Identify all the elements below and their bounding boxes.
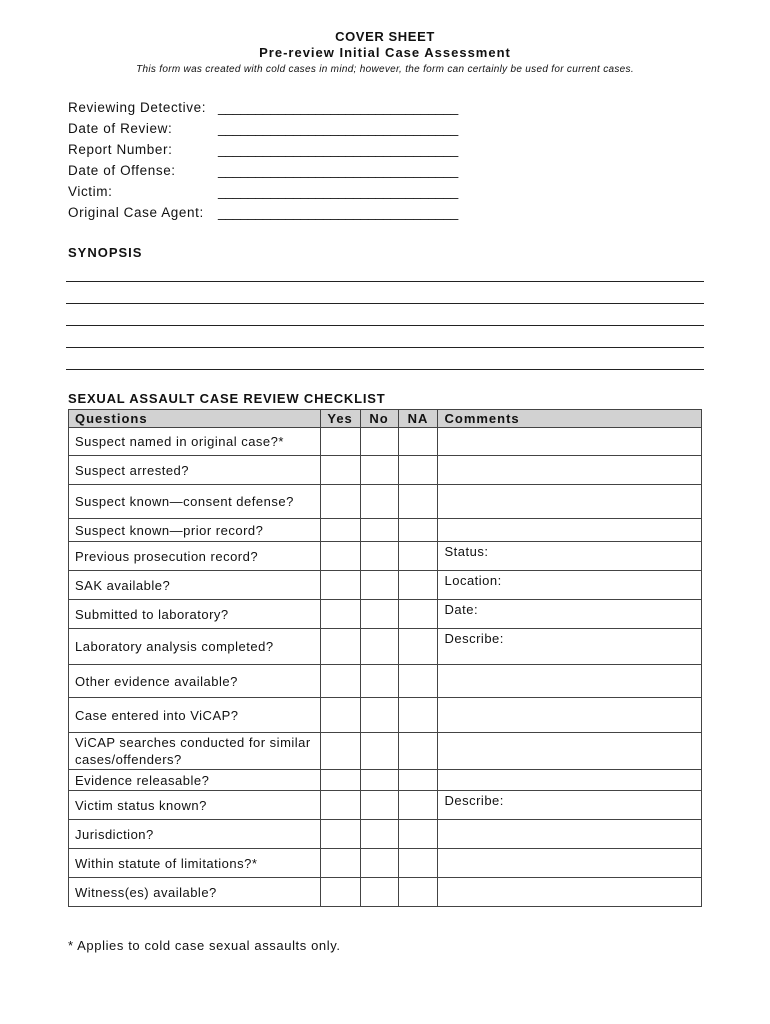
question-cell: Evidence releasable? <box>69 770 321 791</box>
yes-checkbox-cell[interactable] <box>320 485 360 519</box>
no-checkbox-cell[interactable] <box>360 485 398 519</box>
table-row <box>69 665 702 698</box>
question-cell: Suspect named in original case?* <box>69 428 321 456</box>
table-row <box>69 770 702 791</box>
no-checkbox-cell[interactable] <box>360 698 398 733</box>
no-checkbox-cell[interactable] <box>360 600 398 629</box>
synopsis-line[interactable] <box>66 303 704 304</box>
table-row <box>69 849 702 878</box>
field-victim[interactable] <box>68 181 459 202</box>
comment-cell[interactable] <box>438 733 702 770</box>
no-checkbox-cell[interactable] <box>360 542 398 571</box>
page-title: COVER SHEET <box>335 29 435 44</box>
yes-checkbox-cell[interactable] <box>320 600 360 629</box>
col-no: No <box>360 410 398 428</box>
yes-checkbox-cell[interactable] <box>320 665 360 698</box>
na-checkbox-cell[interactable] <box>398 600 438 629</box>
checklist-rows <box>69 428 702 907</box>
yes-checkbox-cell[interactable] <box>320 849 360 878</box>
table-row <box>69 878 702 907</box>
field-date-of-offense[interactable] <box>68 160 459 181</box>
na-checkbox-cell[interactable] <box>398 698 438 733</box>
question-cell: SAK available? <box>69 571 321 600</box>
question-cell: Victim status known? <box>69 791 321 820</box>
field-line[interactable]: ________________________________ <box>218 184 459 199</box>
no-checkbox-cell[interactable] <box>360 629 398 665</box>
question-cell: Suspect known—prior record? <box>69 519 321 542</box>
table-row <box>69 629 702 665</box>
yes-checkbox-cell[interactable] <box>320 571 360 600</box>
field-label: Report Number: <box>68 142 173 157</box>
table-row <box>69 428 702 456</box>
comment-cell[interactable]: Describe: <box>438 791 702 820</box>
question-cell: ViCAP searches conducted for similar cases/offenders? <box>69 733 321 770</box>
comment-cell[interactable]: Location: <box>438 571 702 600</box>
no-checkbox-cell[interactable] <box>360 428 398 456</box>
field-report-number[interactable] <box>68 139 459 160</box>
no-checkbox-cell[interactable] <box>360 456 398 485</box>
comment-cell[interactable] <box>438 849 702 878</box>
na-checkbox-cell[interactable] <box>398 542 438 571</box>
checklist-table <box>68 409 702 907</box>
no-checkbox-cell[interactable] <box>360 820 398 849</box>
comment-cell[interactable] <box>438 456 702 485</box>
synopsis-line[interactable] <box>66 369 704 370</box>
yes-checkbox-cell[interactable] <box>320 791 360 820</box>
table-row <box>69 519 702 542</box>
comment-cell[interactable]: Status: <box>438 542 702 571</box>
page-subtitle: Pre-review Initial Case Assessment <box>259 45 511 60</box>
question-cell: Jurisdiction? <box>69 820 321 849</box>
field-label: Victim: <box>68 184 113 199</box>
comment-cell[interactable] <box>438 665 702 698</box>
field-reviewing-detective[interactable] <box>68 97 459 118</box>
comment-cell[interactable] <box>438 485 702 519</box>
yes-checkbox-cell[interactable] <box>320 820 360 849</box>
field-label: Reviewing Detective: <box>68 100 207 115</box>
comment-cell[interactable] <box>438 820 702 849</box>
footnote: * Applies to cold case sexual assaults only. <box>68 938 341 953</box>
field-label: Date of Offense: <box>68 163 176 178</box>
yes-checkbox-cell[interactable] <box>320 542 360 571</box>
na-checkbox-cell[interactable] <box>398 733 438 770</box>
no-checkbox-cell[interactable] <box>360 665 398 698</box>
checklist-heading: SEXUAL ASSAULT CASE REVIEW CHECKLIST <box>68 391 386 406</box>
synopsis-line[interactable] <box>66 347 704 348</box>
col-comments: Comments <box>438 410 702 428</box>
field-line[interactable]: ________________________________ <box>218 205 459 220</box>
field-label: Original Case Agent: <box>68 205 204 220</box>
na-checkbox-cell[interactable] <box>398 878 438 907</box>
question-cell: Suspect known—consent defense? <box>69 485 321 519</box>
field-label: Date of Review: <box>68 121 173 136</box>
no-checkbox-cell[interactable] <box>360 733 398 770</box>
na-checkbox-cell[interactable] <box>398 428 438 456</box>
na-checkbox-cell[interactable] <box>398 456 438 485</box>
yes-checkbox-cell[interactable] <box>320 770 360 791</box>
synopsis-line[interactable] <box>66 281 704 282</box>
table-row <box>69 600 702 629</box>
comment-cell[interactable] <box>438 519 702 542</box>
yes-checkbox-cell[interactable] <box>320 629 360 665</box>
col-yes: Yes <box>320 410 360 428</box>
comment-cell[interactable] <box>438 698 702 733</box>
yes-checkbox-cell[interactable] <box>320 519 360 542</box>
table-row <box>69 733 702 770</box>
field-date-of-review[interactable] <box>68 118 459 139</box>
table-row <box>69 456 702 485</box>
question-cell: Laboratory analysis completed? <box>69 629 321 665</box>
na-checkbox-cell[interactable] <box>398 629 438 665</box>
table-row <box>69 485 702 519</box>
col-questions: Questions <box>69 410 321 428</box>
case-fields <box>68 97 459 223</box>
na-checkbox-cell[interactable] <box>398 665 438 698</box>
comment-cell[interactable] <box>438 428 702 456</box>
comment-cell[interactable] <box>438 770 702 791</box>
no-checkbox-cell[interactable] <box>360 519 398 542</box>
comment-cell[interactable] <box>438 878 702 907</box>
yes-checkbox-cell[interactable] <box>320 428 360 456</box>
question-cell: Submitted to laboratory? <box>69 600 321 629</box>
na-checkbox-cell[interactable] <box>398 791 438 820</box>
na-checkbox-cell[interactable] <box>398 519 438 542</box>
yes-checkbox-cell[interactable] <box>320 878 360 907</box>
synopsis-line[interactable] <box>66 325 704 326</box>
synopsis-heading: SYNOPSIS <box>68 245 143 260</box>
comment-cell[interactable]: Date: <box>438 600 702 629</box>
form-note: This form was created with cold cases in mind; however, the form can certainly be used for current cases. <box>136 64 634 75</box>
no-checkbox-cell[interactable] <box>360 849 398 878</box>
na-checkbox-cell[interactable] <box>398 820 438 849</box>
table-row <box>69 571 702 600</box>
field-line[interactable]: ________________________________ <box>218 142 459 157</box>
na-checkbox-cell[interactable] <box>398 770 438 791</box>
yes-checkbox-cell[interactable] <box>320 698 360 733</box>
na-checkbox-cell[interactable] <box>398 849 438 878</box>
question-cell: Previous prosecution record? <box>69 542 321 571</box>
field-line[interactable]: ________________________________ <box>218 100 459 115</box>
comment-cell[interactable]: Describe: <box>438 629 702 665</box>
col-na: NA <box>398 410 438 428</box>
no-checkbox-cell[interactable] <box>360 571 398 600</box>
table-row <box>69 698 702 733</box>
no-checkbox-cell[interactable] <box>360 791 398 820</box>
yes-checkbox-cell[interactable] <box>320 733 360 770</box>
table-row <box>69 820 702 849</box>
field-line[interactable]: ________________________________ <box>218 121 459 136</box>
question-cell: Within statute of limitations?* <box>69 849 321 878</box>
na-checkbox-cell[interactable] <box>398 485 438 519</box>
question-cell: Other evidence available? <box>69 665 321 698</box>
question-cell: Case entered into ViCAP? <box>69 698 321 733</box>
checklist-header-row <box>69 410 702 428</box>
field-line[interactable]: ________________________________ <box>218 163 459 178</box>
na-checkbox-cell[interactable] <box>398 571 438 600</box>
question-cell: Suspect arrested? <box>69 456 321 485</box>
question-cell: Witness(es) available? <box>69 878 321 907</box>
no-checkbox-cell[interactable] <box>360 878 398 907</box>
field-original-case-agent[interactable] <box>68 202 459 223</box>
table-row <box>69 542 702 571</box>
table-row <box>69 791 702 820</box>
no-checkbox-cell[interactable] <box>360 770 398 791</box>
yes-checkbox-cell[interactable] <box>320 456 360 485</box>
